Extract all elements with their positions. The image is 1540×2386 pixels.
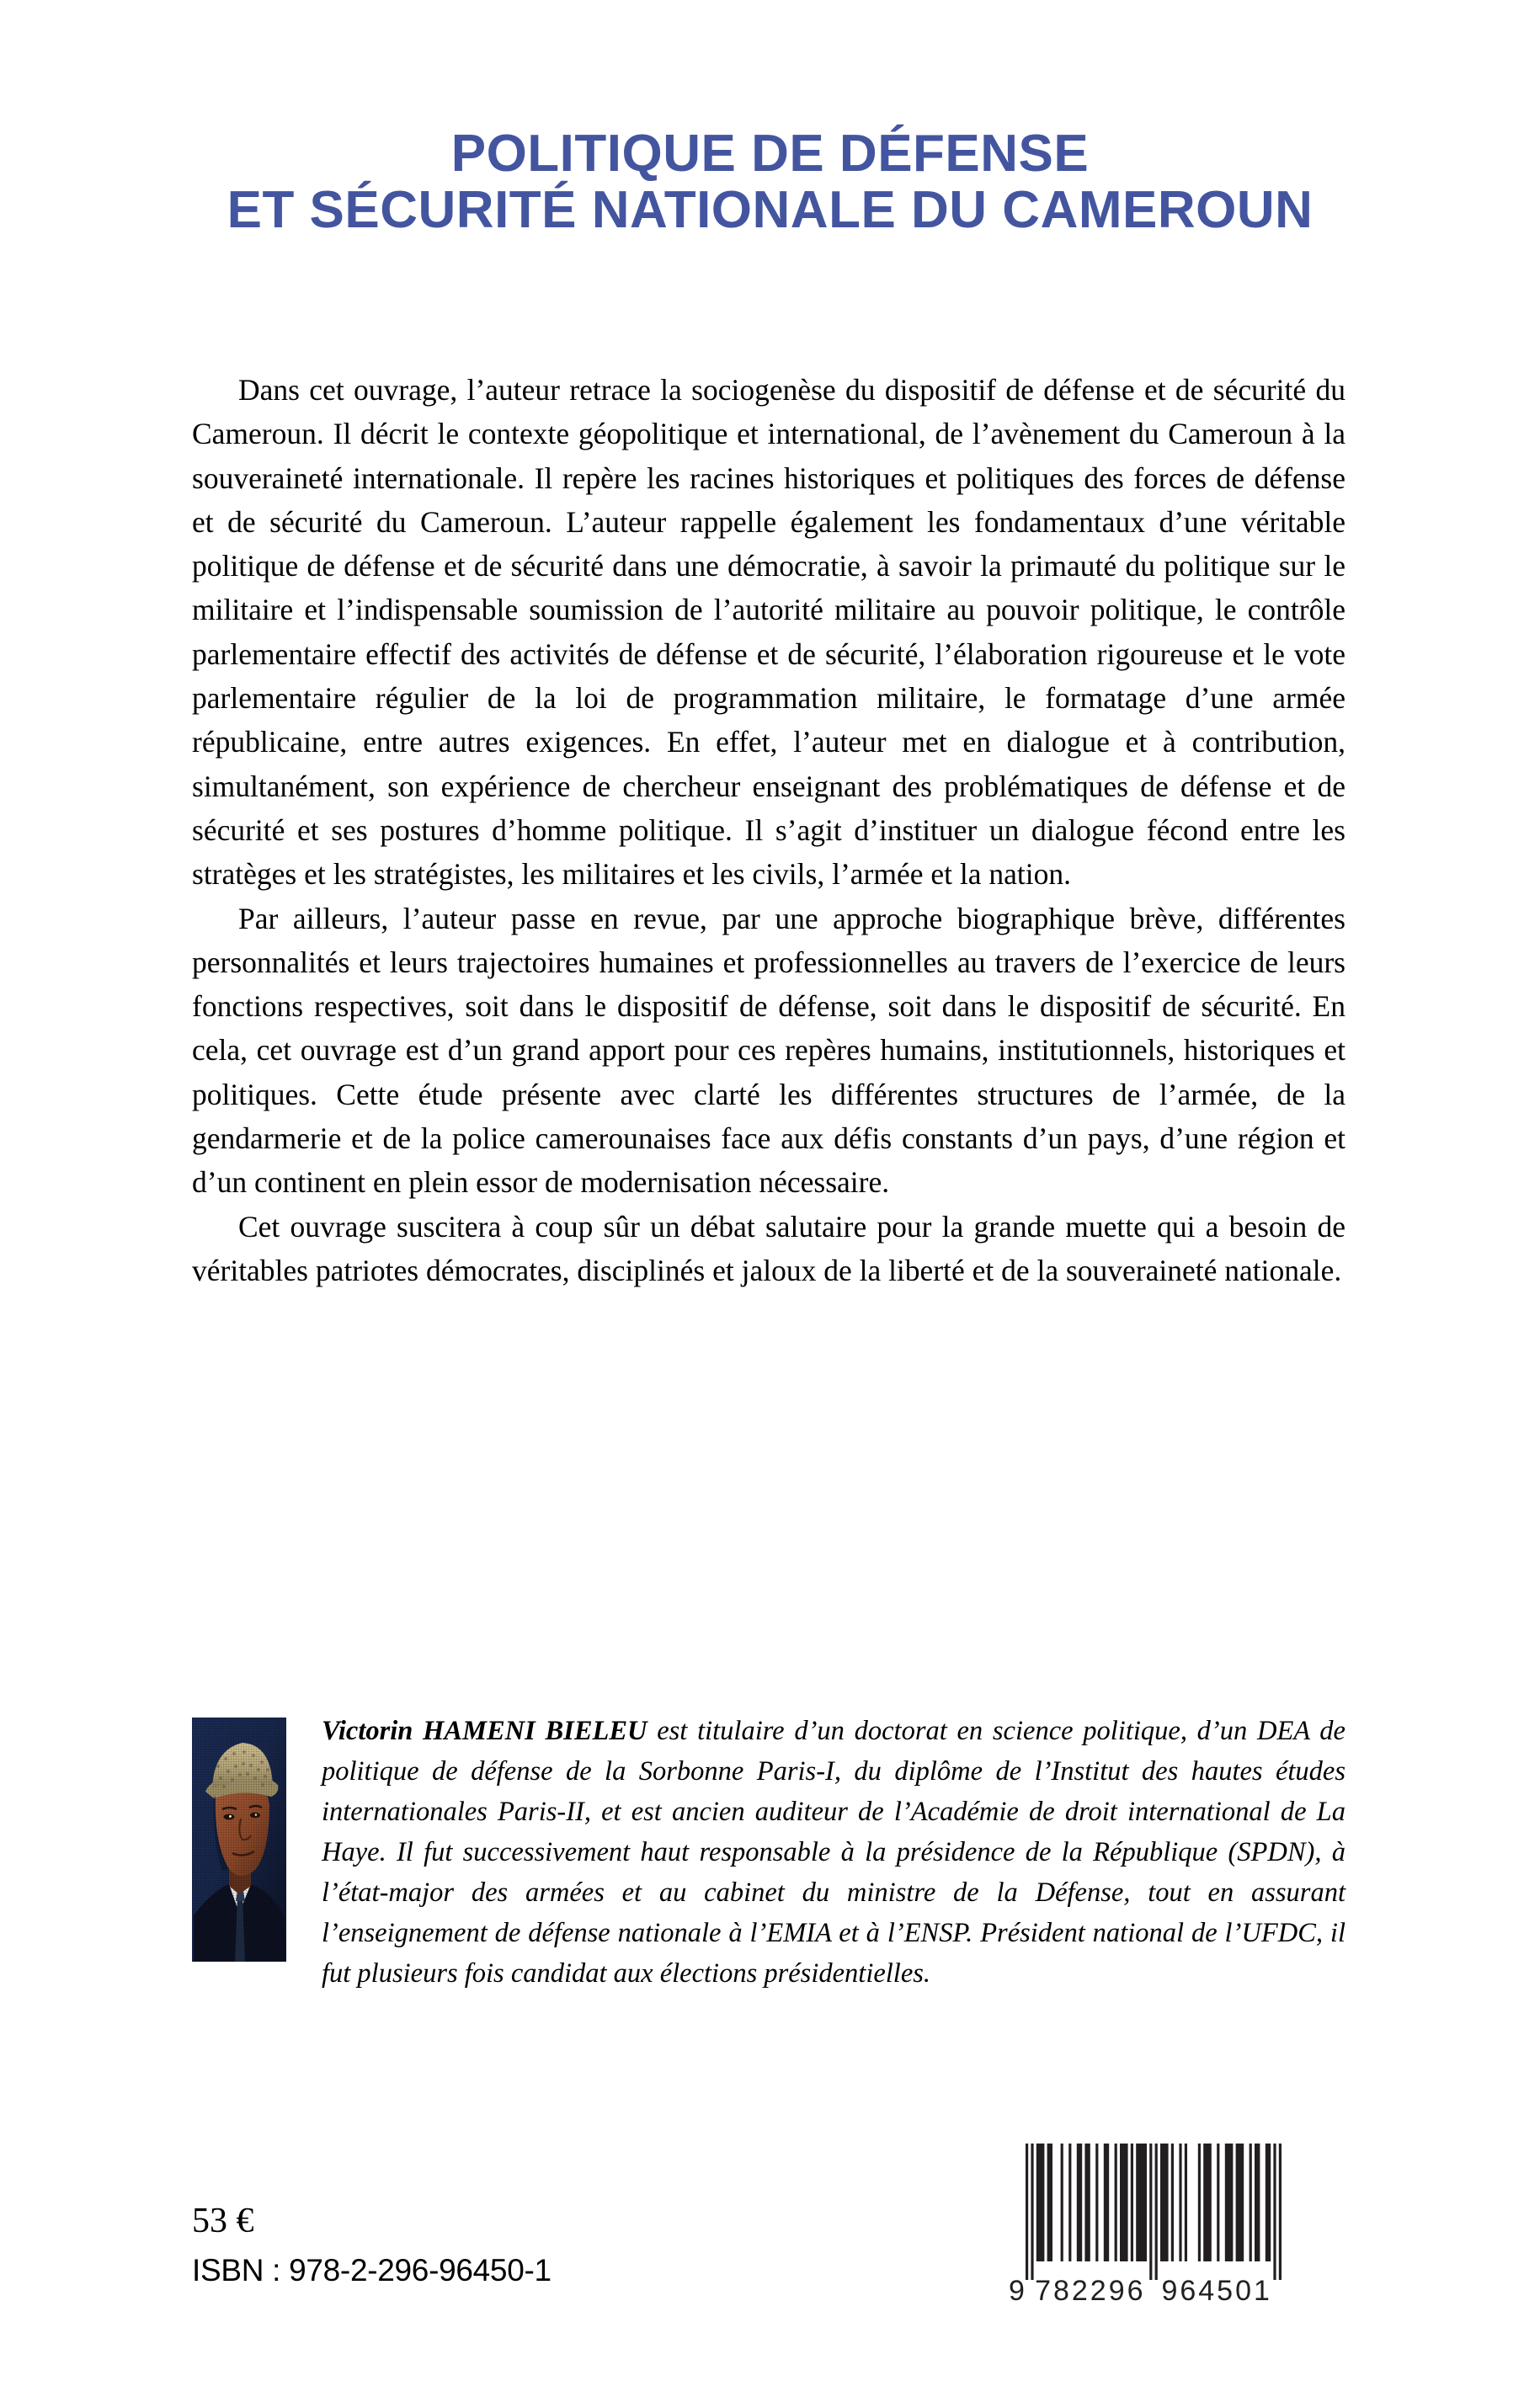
isbn-label: ISBN : 978-2-296-96450-1	[192, 2253, 552, 2287]
svg-text:782296: 782296	[1035, 2275, 1146, 2307]
title-line-1: POLITIQUE DE DÉFENSE	[450, 125, 1090, 183]
page-title	[51, 126, 1489, 239]
price-label: 53 €	[192, 2202, 254, 2240]
author-bio	[192, 1711, 1346, 1994]
barcode-ean13	[1009, 2138, 1332, 2307]
author-bio-body: est titulaire d’un doctorat en science politique, d’un DEA de politique de défense de la Sorbonne Paris-I, du diplôme de l’Institut des hautes études internationales Paris-II, et est ancien auditeur de l’Académie de droit international de La Haye. Il fut successivement haut responsable à la présidence de la République (SPDN), à l’état-major des armées et au cabinet du ministre de la Défense, tout en assurant l’enseignement de défense nationale à l’EMIA et à l’ENSP. Président national de l’UFDC, il fut plusieurs fois candidat aux élections présidentielles.	[322, 1716, 1346, 1989]
blurb-paragraph: Cet ouvrage suscitera à coup sûr un débat salutaire pour la grande muette qui a besoin de véritables patriotes démocrates, disciplinés et jaloux de la liberté et de la souveraineté nationale.	[192, 1209, 1346, 1287]
title-line-2: ET SÉCURITÉ NATIONALE DU CAMEROUN	[226, 180, 1314, 239]
blurb-text	[192, 368, 1346, 1292]
author-name: Victorin HAMENI BIELEU	[322, 1716, 647, 1746]
svg-text:9: 9	[1009, 2275, 1027, 2307]
author-bio-text	[192, 1711, 1346, 1994]
blurb-paragraph: Par ailleurs, l’auteur passe en revue, par une approche biographique brève, différentes personnalités et leurs trajectoires humaines et professionnelles au travers de l’exercice de leurs fonctions respectives, soit dans le dispositif de défense, soit dans le dispositif de sécurité. En cela, cet ouvrage est d’un grand apport pour ces repères humains, institutionnels, historiques et politiques. Cette étude présente avec clarté les différentes structures de l’armée, de la gendarmerie et de la police camerounaises face aux défis constants d’un pays, d’une région et d’un continent en plein essor de modernisation nécessaire.	[192, 901, 1346, 1200]
blurb-paragraph: Dans cet ouvrage, l’auteur retrace la sociogenèse du dispositif de défense et de sécurité du Cameroun. Il décrit le contexte géopolitique et international, de l’avènement du Cameroun à la souveraineté internationale. Il repère les racines historiques et politiques des forces de défense et de sécurité du Cameroun. L’auteur rappelle également les fondamentaux d’une véritable politique de défense et de sécurité dans une démocratie, à savoir la primauté du politique sur le militaire et l’indispensable soumission de l’autorité militaire au pouvoir politique, le contrôle parlementaire effectif des activités de défense et de sécurité, l’élaboration rigoureuse et le vote parlementaire régulier de la loi de programmation militaire, le formatage d’une armée républicaine, entre autres exigences. En effet, l’auteur met en dialogue et à contribution, simultanément, son expérience de chercheur enseignant des problématiques de défense et de sécurité et ses postures d’homme politique. Il s’agit d’instituer un dialogue fécond entre les stratèges et les stratégistes, les militaires et les civils, l’armée et la nation.	[192, 373, 1346, 892]
author-photo	[192, 1718, 286, 1962]
svg-text:964501: 964501	[1161, 2275, 1272, 2307]
